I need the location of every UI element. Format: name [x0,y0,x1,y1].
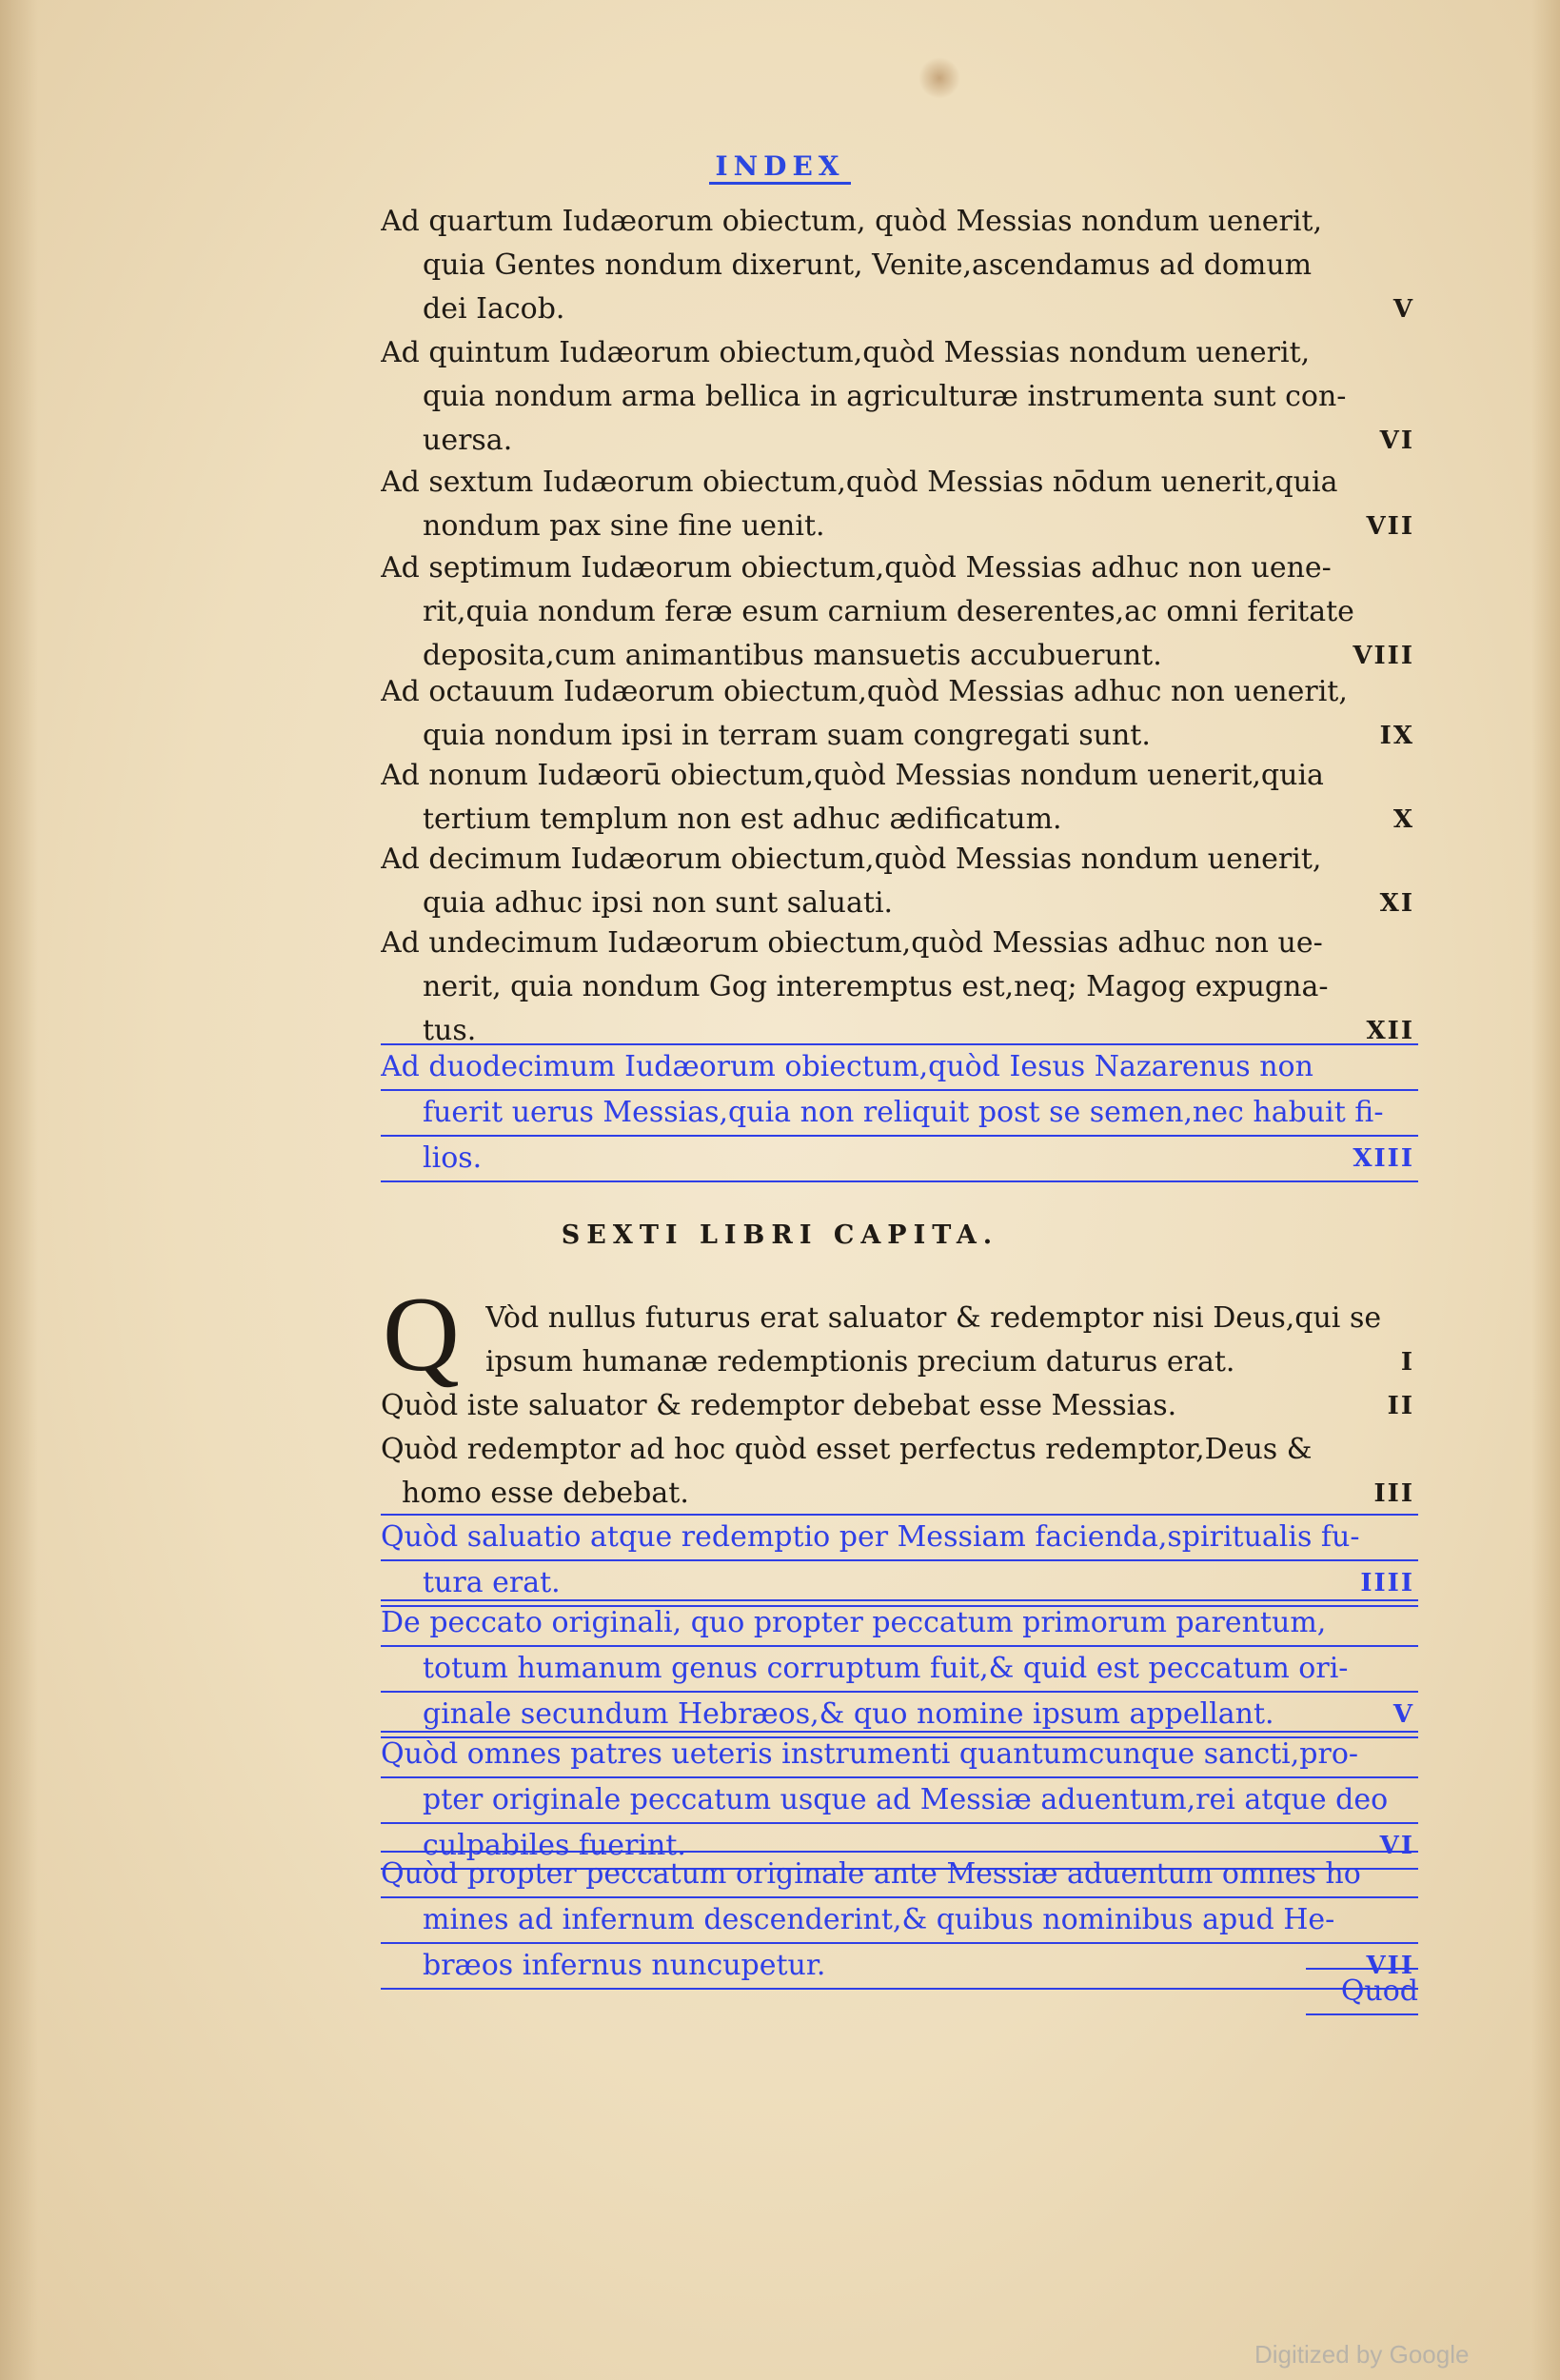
running-header [0,150,1560,182]
index-entry-vi [381,331,1418,463]
entry-line-text: tura erat. [423,1566,561,1599]
chapter-numeral: II [1387,1392,1414,1420]
entry-line[interactable]: Quòd propter peccatum originale ante Messiæ aduentum omnes ho [381,1851,1418,1898]
entry-line: Ad sextum Iudæorum obiectum,quòd Messias nōdum uenerit,quia [381,466,1338,499]
index-entry-v [381,200,1418,331]
page-edge-right [1531,0,1560,2380]
entry-line-text: dei Iacob. [423,292,565,326]
index-entry-iiii-highlighted[interactable] [381,1514,1418,1607]
entry-line-text: bræos infernus nuncupetur. [423,1949,826,1982]
entry-line-text: quia nondum ipsi in terram suam congregati sunt. [423,719,1151,752]
entry-line[interactable]: Quòd omnes patres ueteris instrumenti quantumcunque sancti,pro- [381,1731,1418,1778]
entry-line-text: quia adhuc ipsi non sunt saluati. [423,886,894,920]
chapter-numeral: IIII [1360,1569,1414,1597]
chapter-numeral: XI [1379,889,1414,918]
entry-line-text: homo esse debebat. [402,1477,689,1510]
entry-line[interactable]: pter originale peccatum usque ad Messiæ aduentum,rei atque deo [381,1778,1418,1824]
entry-line: Ad septimum Iudæorum obiectum,quòd Messias adhuc non uene- [381,551,1332,585]
index-entry-x [381,754,1418,842]
index-entry-vii [381,461,1418,548]
chapter-numeral: I [1400,1348,1414,1377]
page-edge-left [0,0,38,2380]
index-entry-vi-highlighted[interactable] [381,1731,1418,1870]
entry-line [381,419,1418,463]
index-entry-v-highlighted[interactable] [381,1599,1418,1738]
entry-line[interactable] [381,1944,1418,1990]
index-entry-xii [381,922,1418,1053]
chapter-numeral: VI [1379,1832,1414,1860]
entry-line-text: uersa. [423,424,513,457]
entry-line: Ad nonum Iudæorū obiectum,quòd Messias nondum uenerit,quia [381,759,1324,792]
chapter-numeral: XII [1366,1017,1414,1045]
entry-line: Ad octauum Iudæorum obiectum,quòd Messias adhuc non uenerit, [381,675,1348,708]
index-entry-i [485,1297,1418,1384]
entry-line [381,288,1418,331]
entry-line: Ad quintum Iudæorum obiectum,quòd Messias nondum uenerit, [381,336,1311,369]
drop-cap: Q [383,1276,460,1394]
index-entry-viii [381,546,1418,678]
entry-line: Vòd nullus futurus erat saluator & redemptor nisi Deus,qui se [485,1301,1382,1335]
index-entry-ix [381,670,1418,758]
entry-line-text: ipsum humanæ redemptionis precium daturus erat. [485,1345,1235,1378]
index-entry-vii-highlighted[interactable] [381,1851,1418,1990]
chapter-numeral: XIII [1353,1144,1414,1173]
digitized-watermark: Digitized by Google [1254,2340,1470,2369]
paper-stain [918,57,960,99]
entry-line [381,1384,1418,1428]
entry-line-text: deposita,cum animantibus mansuetis accubuerunt. [423,639,1162,672]
entry-line: rit,quia nondum feræ esum carnium deserentes,ac omni feritate [423,595,1354,628]
entry-line: nerit, quia nondum Gog interemptus est,neq; Magog expugna- [423,970,1329,1003]
entry-line: quia nondum arma bellica in agriculturæ instrumenta sunt con- [423,380,1347,413]
entry-line[interactable]: fuerit uerus Messias,quia non reliquit post se semen,nec habuit fi- [381,1091,1418,1137]
entry-line-text: culpabiles fuerint. [423,1829,686,1862]
entry-line [381,505,1418,548]
entry-line[interactable]: totum humanum genus corruptum fuit,& quid est peccatum ori- [381,1647,1418,1693]
entry-line [381,882,1418,925]
chapter-numeral: III [1373,1479,1414,1508]
entry-line-text: ginale secundum Hebræos,& quo nomine ipsum appellant. [423,1697,1274,1731]
running-header-text: INDEX [709,150,850,185]
entry-line [381,714,1418,758]
chapter-numeral: VII [1366,1952,1414,1980]
section-title: SEXTI LIBRI CAPITA. [561,1220,999,1250]
index-entry-iii [381,1428,1418,1516]
chapter-numeral: X [1392,805,1414,834]
chapter-numeral: VI [1379,426,1414,455]
entry-line-text: Quòd iste saluator & redemptor debebat esse Messias. [381,1389,1177,1422]
entry-line: Ad undecimum Iudæorum obiectum,quòd Messias adhuc non ue- [381,926,1323,960]
entry-line [381,798,1418,842]
catchword[interactable]: Quod [1306,1968,1418,2015]
entry-line[interactable]: De peccato originali, quo propter peccatum primorum parentum, [381,1599,1418,1647]
entry-line[interactable]: Ad duodecimum Iudæorum obiectum,quòd Iesus Nazarenus non [381,1043,1418,1091]
entry-line-text: nondum pax sine fine uenit. [423,509,825,543]
entry-line [485,1340,1418,1384]
entry-line: Quòd redemptor ad hoc quòd esset perfectus redemptor,Deus & [381,1433,1313,1466]
entry-line-text: lios. [423,1141,483,1175]
chapter-numeral: V [1392,295,1414,324]
entry-line[interactable]: mines ad infernum descenderint,& quibus nominibus apud He- [381,1898,1418,1944]
index-entry-ii [381,1384,1418,1428]
entry-line-text: tus. [423,1014,477,1047]
entry-line [381,1472,1418,1516]
index-entry-xiii-highlighted[interactable] [381,1043,1418,1182]
chapter-numeral: V [1392,1700,1414,1729]
entry-line[interactable] [381,1137,1418,1182]
entry-line[interactable]: Quòd saluatio atque redemptio per Messiam facienda,spiritualis fu- [381,1514,1418,1561]
entry-line: Ad quartum Iudæorum obiectum, quòd Messias nondum uenerit, [381,205,1323,238]
entry-line: Ad decimum Iudæorum obiectum,quòd Messias nondum uenerit, [381,843,1322,876]
entry-line: quia Gentes nondum dixerunt, Venite,ascendamus ad domum [423,248,1313,282]
index-entry-xi [381,838,1418,925]
entry-line-text: tertium templum non est adhuc ædificatum. [423,803,1062,836]
chapter-numeral: IX [1379,722,1414,750]
chapter-numeral: VIII [1353,642,1414,670]
chapter-numeral: VII [1366,512,1414,541]
